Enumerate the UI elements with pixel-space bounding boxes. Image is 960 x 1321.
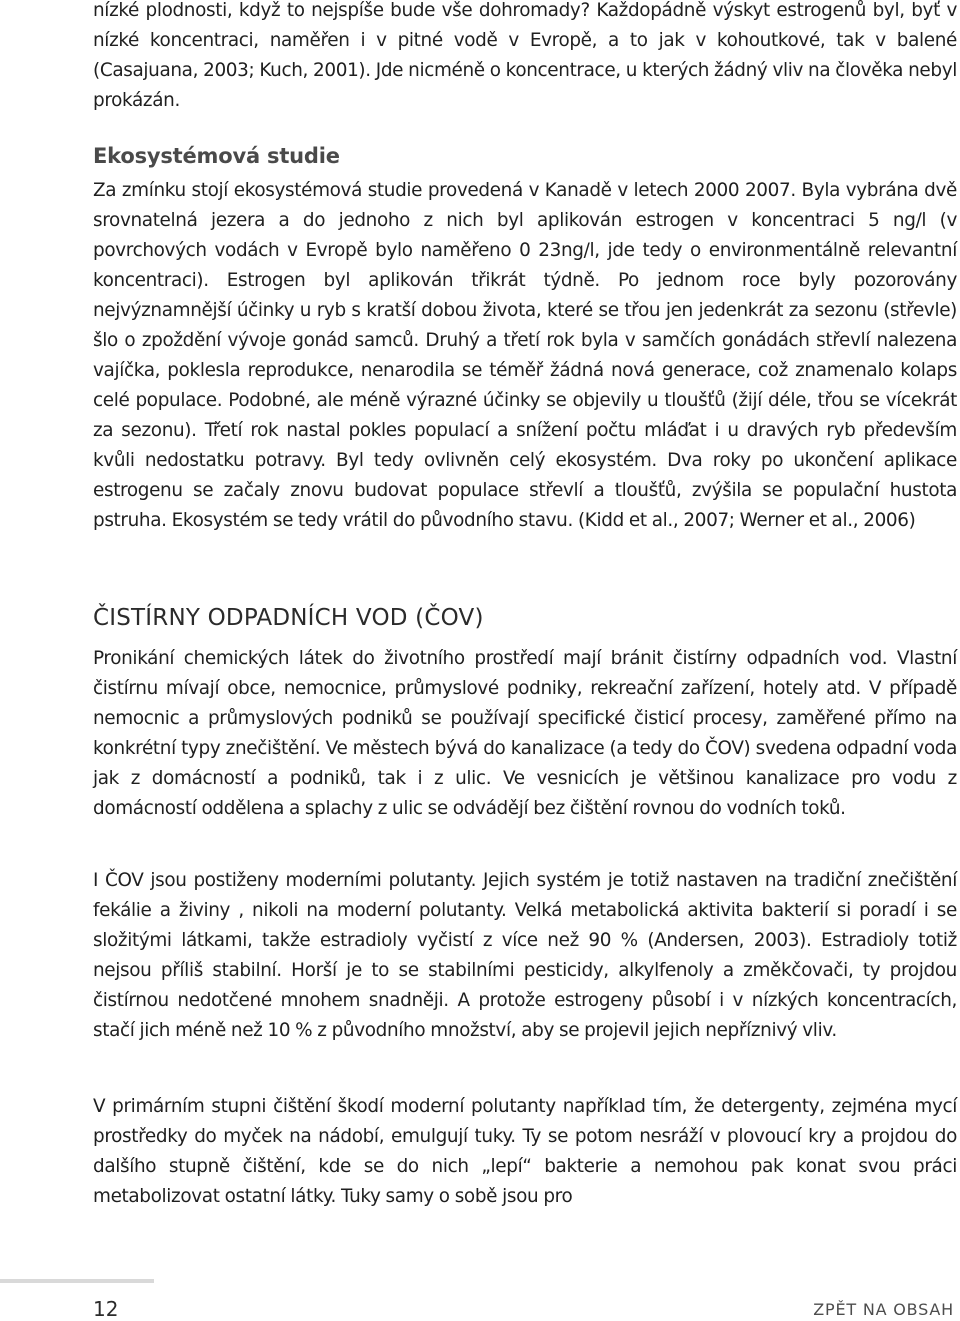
footer-divider (0, 1279, 154, 1283)
section-heading-wastewater: ČISTÍRNY ODPADNÍCH VOD (ČOV) (93, 605, 484, 631)
paragraph-wastewater-intro: Pronikání chemických látek do životního prostředí mají bránit čistírny odpadních vod. Vlastní čistírnu mívají obce, nemocnice, průmyslové podniky, rekreační zařízení, hotely atd. V případě nemocnic a průmyslových podniků se používají specifické čisticí procesy, zaměřené přímo na konkrétní typy znečištění. Ve městech bývá do kanalizace (a tedy do ČOV) svedena odpadní voda jak z domácností a podniků, tak i z ulic. Ve vesnicích je většinou kanalizace pro vodu z domácností oddělena a splachy z ulic se odvádějí bez čištění rovnou do vodních toků. (93, 648, 957, 819)
section-heading-ecosystem: Ekosystémová studie (93, 144, 340, 168)
paragraph-intro: nízké plodnosti, když to nejspíše bude vše dohromady? Každopádně výskyt estrogenů byl, byť v nízké koncentraci, naměřen i v pitné vodě v Evropě, a to jak v kohoutkové, tak v balené (Casajuana, 2003; Kuch, 2001). Jde nicméně o koncentrace, u kterých žádný vliv na člověka nebyl prokázán. (93, 0, 957, 111)
paragraph-modern-pollutants: I ČOV jsou postiženy moderními polutanty. Jejich systém je totiž nastaven na tradiční znečištění fekálie a živiny , nikoli na moderní polutanty. Velká metabolická aktivita bakterií si poradí i se složitými látkami, takže estradioly vyčistí z více než 90 % (Andersen, 2003). Estradioly totiž nejsou příliš stabilní. Horší je to se stabilními pesticidy, alkylfenoly a změkčovači, ty projdou čistírnou nedotčené mnohem snadněji. A protože estrogeny působí i v nízkých koncentracích, stačí jich méně než 10 % z původního množství, aby se projevil jejich nepříznivý vliv. (93, 870, 957, 1041)
back-to-contents-link[interactable]: ZPĚT NA OBSAH (813, 1300, 954, 1319)
paragraph-ecosystem-study: Za zmínku stojí ekosystémová studie provedená v Kanadě v letech 2000 2007. Byla vybrána dvě srovnatelná jezera a do jednoho z nich byl aplikován estrogen v koncentraci 5 ng/l (v povrchových vodách v Evropě bylo naměřeno 0 23ng/l, jde tedy o environmentálně relevantní koncentraci). Estrogen byl aplikován třikrát týdně. Po jednom roce byly pozorovány nejvýznamnější účinky u ryb s kratší dobou života, které se třou jen jedenkrát za sezonu (střevle) šlo o zpoždění vývoje gonád samců. Druhý a třetí rok byla v samčích gonádách střevlí nalezena vajíčka, poklesla reprodukce, nenarodila se téměř žádná nová generace, což znamenalo kolaps celé populace. Podobné, ale méně výrazné účinky se objevily u tloušťů (žijí déle, třou se vícekrát za sezonu). Třetí rok nastal pokles populací a snížení počtu mláďat i u dravých ryb především kvůli nedostatku potravy. Byl tedy ovlivněn celý ekosystém. Dva roky po ukončení aplikace estrogenu se začaly znovu budovat populace střevlí a tloušťů, zvýšila se populační hustota pstruha. Ekosystém se tedy vrátil do původního stavu. (Kidd et al., 2007; Werner et al., 2006) (93, 180, 957, 531)
page-number: 12 (93, 1297, 119, 1321)
paragraph-primary-treatment: V primárním stupni čištění škodí moderní polutanty například tím, že detergenty, zejména mycí prostředky do myček na nádobí, emulgují tuky. Ty se potom nesráží v plovoucí kry a projdou do dalšího stupně čištění, kde se do nich „lepí“ bakterie a nemohou pak konat svou práci metabolizovat ostatní látky. Tuky samy o sobě jsou pro (93, 1096, 957, 1207)
